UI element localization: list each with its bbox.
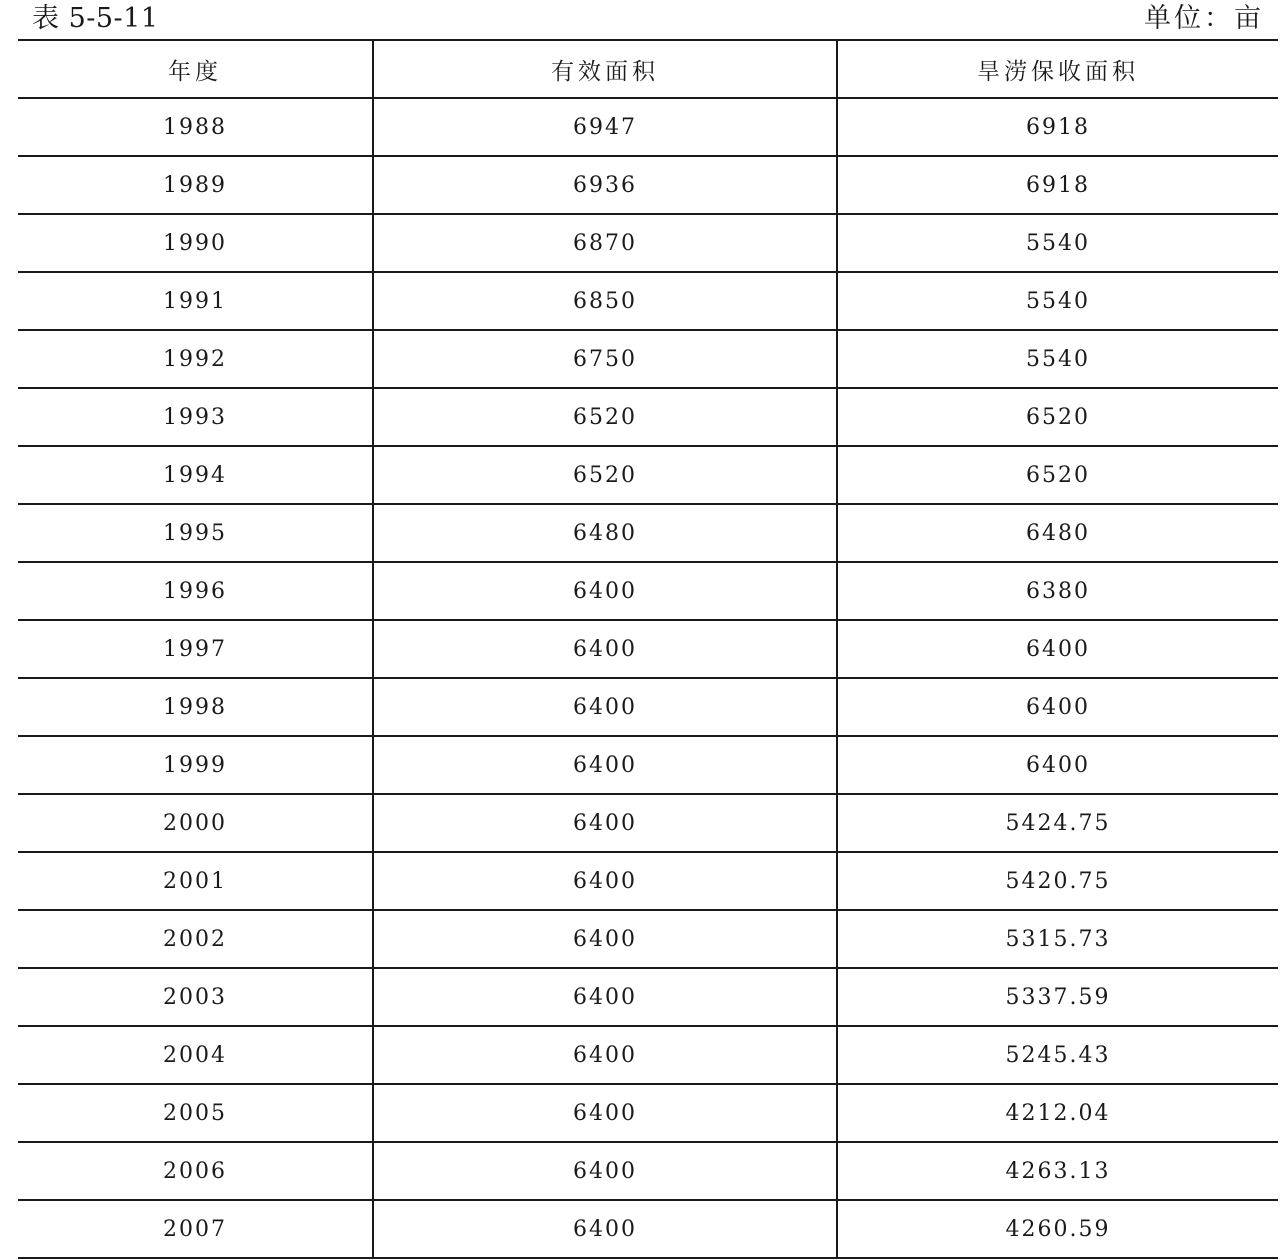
cell-year: 2002 xyxy=(18,910,373,968)
table-row xyxy=(18,1200,1278,1258)
cell-year: 2000 xyxy=(18,794,373,852)
table-header-row xyxy=(18,40,1278,98)
cell-effective-area: 6400 xyxy=(373,1200,837,1258)
cell-effective-area: 6750 xyxy=(373,330,837,388)
table-row xyxy=(18,98,1278,156)
cell-year: 1991 xyxy=(18,272,373,330)
cell-year: 1998 xyxy=(18,678,373,736)
cell-effective-area: 6400 xyxy=(373,620,837,678)
cell-effective-area: 6400 xyxy=(373,794,837,852)
header-year: 年度 xyxy=(18,40,373,98)
table-row xyxy=(18,620,1278,678)
cell-year: 1995 xyxy=(18,504,373,562)
cell-guaranteed-area: 6400 xyxy=(837,620,1278,678)
cell-year: 2007 xyxy=(18,1200,373,1258)
cell-guaranteed-area: 5540 xyxy=(837,272,1278,330)
table-number: 表 5-5-11 xyxy=(32,3,159,34)
cell-guaranteed-area: 5540 xyxy=(837,214,1278,272)
cell-effective-area: 6936 xyxy=(373,156,837,214)
cell-guaranteed-area: 4260.59 xyxy=(837,1200,1278,1258)
cell-year: 1988 xyxy=(18,98,373,156)
cell-effective-area: 6520 xyxy=(373,388,837,446)
cell-guaranteed-area: 5540 xyxy=(837,330,1278,388)
cell-guaranteed-area: 4263.13 xyxy=(837,1142,1278,1200)
cell-guaranteed-area: 5245.43 xyxy=(837,1026,1278,1084)
cell-guaranteed-area: 6520 xyxy=(837,446,1278,504)
cell-year: 2001 xyxy=(18,852,373,910)
cell-effective-area: 6870 xyxy=(373,214,837,272)
cell-effective-area: 6850 xyxy=(373,272,837,330)
cell-effective-area: 6400 xyxy=(373,852,837,910)
table-row xyxy=(18,388,1278,446)
cell-year: 2006 xyxy=(18,1142,373,1200)
cell-year: 1994 xyxy=(18,446,373,504)
data-table xyxy=(18,39,1278,1259)
cell-guaranteed-area: 4212.04 xyxy=(837,1084,1278,1142)
cell-year: 1989 xyxy=(18,156,373,214)
cell-effective-area: 6400 xyxy=(373,910,837,968)
table-row xyxy=(18,272,1278,330)
cell-guaranteed-area: 6400 xyxy=(837,736,1278,794)
cell-effective-area: 6400 xyxy=(373,968,837,1026)
cell-year: 1990 xyxy=(18,214,373,272)
table-row xyxy=(18,968,1278,1026)
cell-year: 1992 xyxy=(18,330,373,388)
table-row xyxy=(18,852,1278,910)
header-effective-area: 有效面积 xyxy=(373,40,837,98)
cell-guaranteed-area: 6380 xyxy=(837,562,1278,620)
cell-year: 2005 xyxy=(18,1084,373,1142)
unit-label: 单位：亩 xyxy=(1144,3,1264,34)
cell-guaranteed-area: 5337.59 xyxy=(837,968,1278,1026)
cell-guaranteed-area: 6480 xyxy=(837,504,1278,562)
cell-effective-area: 6400 xyxy=(373,562,837,620)
cell-effective-area: 6400 xyxy=(373,736,837,794)
cell-effective-area: 6480 xyxy=(373,504,837,562)
table-row xyxy=(18,504,1278,562)
cell-year: 1993 xyxy=(18,388,373,446)
cell-guaranteed-area: 5420.75 xyxy=(837,852,1278,910)
table-caption xyxy=(18,0,1278,40)
cell-year: 2004 xyxy=(18,1026,373,1084)
table-row xyxy=(18,794,1278,852)
table-row xyxy=(18,214,1278,272)
cell-effective-area: 6400 xyxy=(373,1026,837,1084)
cell-effective-area: 6947 xyxy=(373,98,837,156)
table-row xyxy=(18,330,1278,388)
cell-guaranteed-area: 6400 xyxy=(837,678,1278,736)
table-row xyxy=(18,1026,1278,1084)
cell-effective-area: 6400 xyxy=(373,678,837,736)
cell-effective-area: 6400 xyxy=(373,1142,837,1200)
table-row xyxy=(18,1084,1278,1142)
table-row xyxy=(18,562,1278,620)
cell-year: 1999 xyxy=(18,736,373,794)
table-row xyxy=(18,446,1278,504)
cell-guaranteed-area: 6520 xyxy=(837,388,1278,446)
cell-guaranteed-area: 6918 xyxy=(837,156,1278,214)
table-row xyxy=(18,678,1278,736)
table-row xyxy=(18,910,1278,968)
cell-year: 1997 xyxy=(18,620,373,678)
cell-effective-area: 6400 xyxy=(373,1084,837,1142)
table-row xyxy=(18,1142,1278,1200)
table-row xyxy=(18,736,1278,794)
cell-year: 2003 xyxy=(18,968,373,1026)
cell-guaranteed-area: 5424.75 xyxy=(837,794,1278,852)
table-row xyxy=(18,156,1278,214)
cell-guaranteed-area: 6918 xyxy=(837,98,1278,156)
cell-year: 1996 xyxy=(18,562,373,620)
cell-effective-area: 6520 xyxy=(373,446,837,504)
header-guaranteed-area: 旱涝保收面积 xyxy=(837,40,1278,98)
cell-guaranteed-area: 5315.73 xyxy=(837,910,1278,968)
